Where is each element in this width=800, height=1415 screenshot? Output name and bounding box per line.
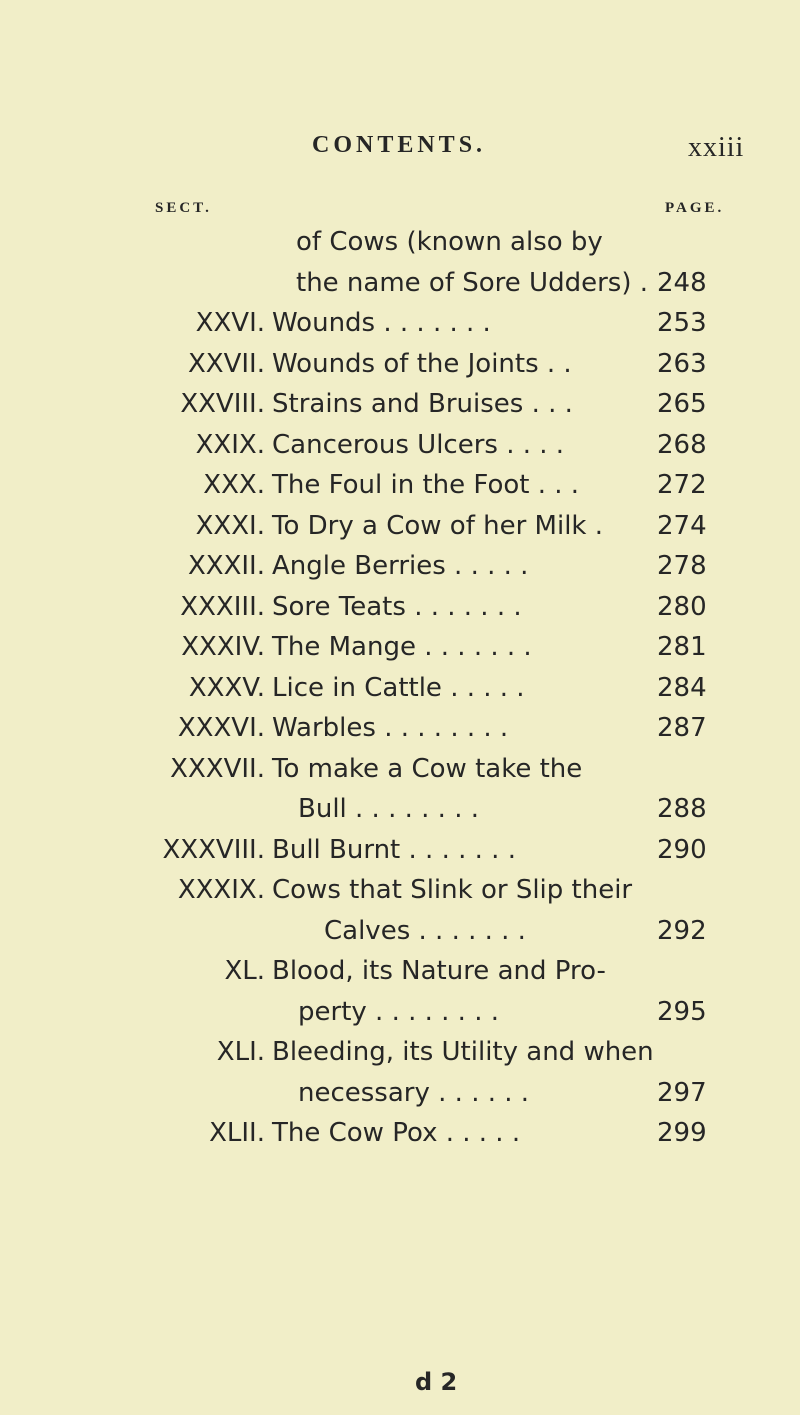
- page-ref: 297: [657, 1077, 707, 1108]
- toc-row: [0, 951, 800, 992]
- page-ref: 272: [657, 470, 707, 500]
- signature-mark: d 2: [415, 1368, 458, 1396]
- toc-row: [0, 992, 800, 1033]
- page-ref: 248: [657, 267, 707, 298]
- section-number: XXXVIII.: [162, 834, 265, 865]
- section-title: perty . . . . . . . .: [298, 996, 500, 1027]
- section-title: Angle Berries . . . . .: [272, 551, 529, 581]
- toc-row: [0, 911, 800, 952]
- section-title: Bull Burnt . . . . . . .: [272, 834, 516, 865]
- toc-row: [0, 830, 800, 871]
- section-title: Lice in Cattle . . . . .: [272, 672, 525, 703]
- toc-row: [0, 789, 800, 830]
- toc-row: [0, 344, 800, 385]
- page-column-heading: PAGE.: [665, 200, 725, 216]
- section-number: XXXIV.: [181, 632, 265, 662]
- section-number: XXX.: [203, 470, 265, 500]
- section-title: Cancerous Ulcers . . . .: [272, 429, 565, 460]
- page-ref: 253: [657, 308, 707, 338]
- section-title: Bull . . . . . . . .: [298, 794, 479, 824]
- section-title: Strains and Bruises . . .: [272, 389, 573, 419]
- section-title: The Mange . . . . . . .: [272, 632, 532, 662]
- page-ref: 280: [657, 591, 707, 622]
- section-number: XXXVI.: [177, 713, 265, 743]
- page-ref: 288: [657, 794, 707, 824]
- toc-row: [0, 708, 800, 749]
- section-title: Cows that Slink or Slip their: [272, 875, 633, 905]
- page-ref: 295: [657, 996, 707, 1027]
- page-ref: 265: [657, 389, 707, 419]
- toc-row: [0, 303, 800, 344]
- section-title: To make a Cow take the: [272, 753, 583, 784]
- column-headings: [0, 200, 800, 224]
- page-ref: 290: [657, 834, 707, 865]
- section-number: XXIX.: [195, 429, 265, 460]
- section-title: Sore Teats . . . . . . .: [272, 591, 522, 622]
- toc-row: [0, 465, 800, 506]
- section-title: To Dry a Cow of her Milk .: [272, 510, 604, 541]
- page-ref: 281: [657, 632, 707, 662]
- page-ref: 268: [657, 429, 707, 460]
- section-title: the name of Sore Udders) .: [296, 267, 648, 298]
- page-ref: 278: [657, 551, 707, 581]
- section-title: The Foul in the Foot . . .: [272, 470, 580, 500]
- sect-column-heading: SECT.: [155, 200, 212, 216]
- section-title: Warbles . . . . . . . .: [272, 713, 509, 743]
- toc-row: [0, 263, 800, 304]
- toc-row: [0, 587, 800, 628]
- section-number: XLI.: [216, 1037, 265, 1067]
- section-title: Bleeding, its Utility and when: [272, 1037, 654, 1067]
- toc-row: [0, 1073, 800, 1114]
- toc-row: [0, 668, 800, 709]
- section-title: Wounds . . . . . . .: [272, 308, 491, 338]
- section-title: of Cows (known also by: [296, 227, 603, 257]
- section-number: XXXVII.: [170, 753, 265, 784]
- toc-row: [0, 627, 800, 668]
- toc-row: [0, 546, 800, 587]
- section-title: Calves . . . . . . .: [324, 915, 526, 946]
- page-ref: 284: [657, 672, 707, 703]
- toc-row: [0, 222, 800, 263]
- page-number: xxiii: [688, 132, 745, 163]
- section-number: XLII.: [209, 1118, 265, 1148]
- section-number: XXXI.: [195, 510, 265, 541]
- page-ref: 263: [657, 348, 707, 379]
- toc-row: [0, 506, 800, 547]
- section-title: necessary . . . . . .: [298, 1077, 530, 1108]
- section-number: XXVI.: [195, 308, 265, 338]
- page-ref: 287: [657, 713, 707, 743]
- page-header: [0, 132, 800, 172]
- section-number: XXVIII.: [180, 389, 265, 419]
- section-title: Blood, its Nature and Pro-: [272, 956, 606, 986]
- section-title: The Cow Pox . . . . .: [272, 1118, 521, 1148]
- section-number: XXVII.: [187, 348, 265, 379]
- section-number: XXXIX.: [177, 875, 265, 905]
- page-ref: 292: [657, 915, 707, 946]
- toc-row: [0, 749, 800, 790]
- toc-row: [0, 1113, 800, 1154]
- table-of-contents: [0, 222, 800, 1154]
- toc-row: [0, 1032, 800, 1073]
- running-title: CONTENTS.: [312, 132, 487, 158]
- toc-row: [0, 870, 800, 911]
- section-number: XXXIII.: [180, 591, 265, 622]
- section-number: XXXII.: [187, 551, 265, 581]
- section-number: XL.: [224, 956, 265, 986]
- section-title: Wounds of the Joints . .: [272, 348, 572, 379]
- page-ref: 274: [657, 510, 707, 541]
- toc-row: [0, 425, 800, 466]
- section-number: XXXV.: [188, 672, 265, 703]
- toc-row: [0, 384, 800, 425]
- page-ref: 299: [657, 1118, 707, 1148]
